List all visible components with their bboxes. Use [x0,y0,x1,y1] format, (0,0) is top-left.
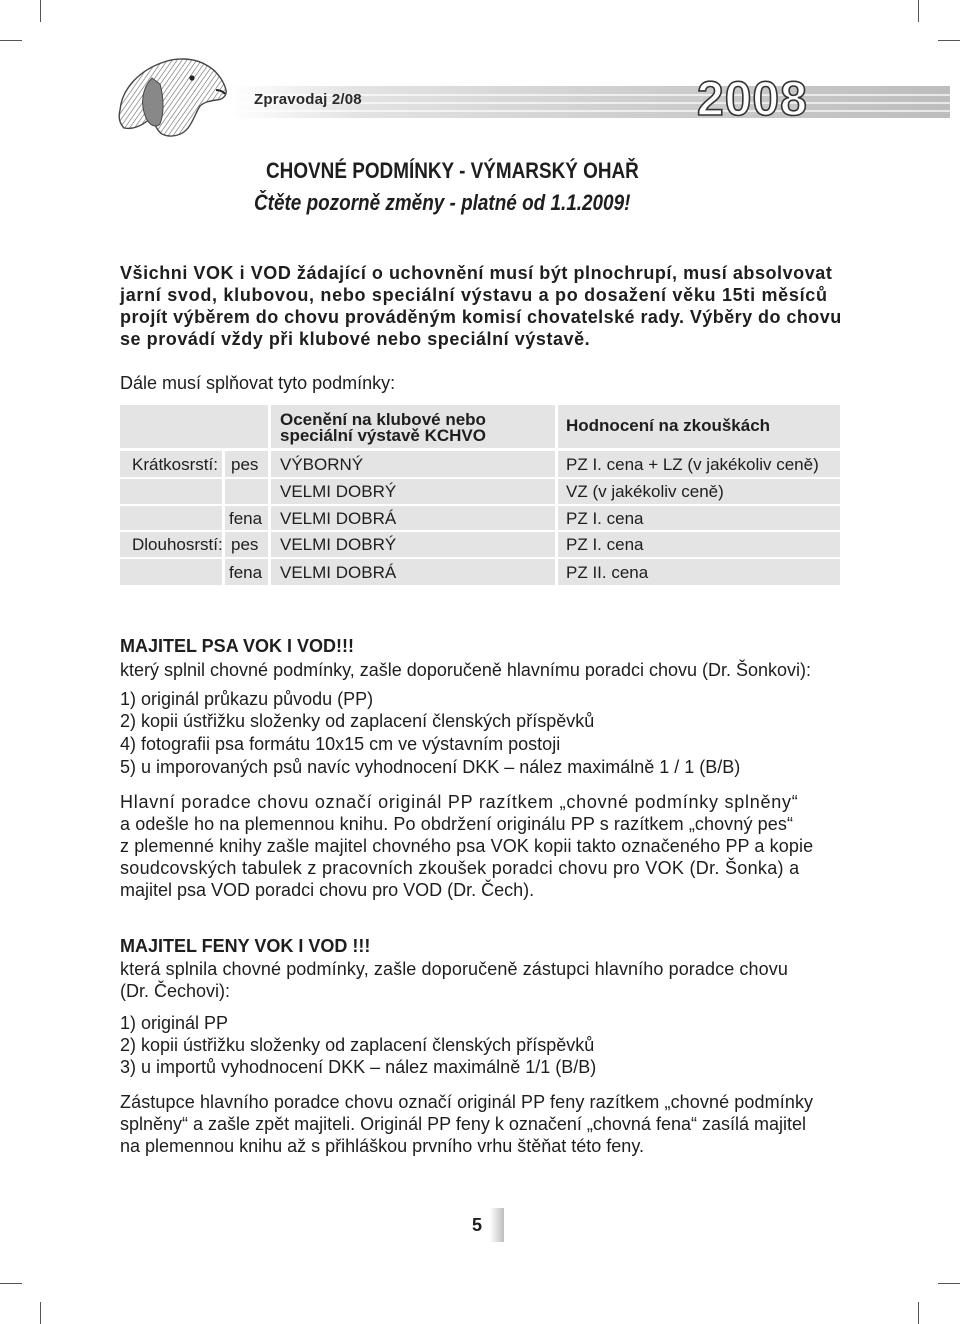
page-number-bar [490,1208,504,1242]
table-header-eval [280,412,486,444]
dog-item: 4) fotografii psa formátu 10x15 cm ve výstavním postoji [120,734,561,754]
table-cell-test: PZ I. cena + LZ (v jakékoliv ceně) [566,455,819,474]
dog-paragraph-line: majitel psa VOD poradci chovu pro VOD (Dr. Čech). [120,880,535,900]
table-cell-eval: VELMI DOBRÁ [280,563,397,582]
table-cell-sex: fena [229,563,263,582]
table-cell-eval: VELMI DOBRÝ [280,535,397,554]
dog-paragraph-line: z plemenné knihy zašle majitel chovného psa VOK kopii takto označeného PP a kopie [120,836,814,856]
table-cell-test: VZ (v jakékoliv ceně) [566,482,724,501]
crop-mark [40,1302,41,1324]
bitch-item: 3) u importů vyhodnocení DKK – nález maximálně 1/1 (B/B) [120,1057,597,1077]
table-cell-eval: VELMI DOBRÝ [280,482,397,501]
intro-line: jarní svod, klubovou, nebo speciální výstavu a po dosažení věku 15ti měsíců [120,285,828,305]
page-number: 5 [472,1215,483,1235]
dog-item: 2) kopii ústřižku složenky od zaplacení členských příspěvků [120,711,595,731]
table-header-eval-line2: speciální výstavě KCHVO [280,426,486,445]
year-label: 2008 [697,73,808,126]
intro-line: projít výběrem do chovu prováděným komisí chovatelské rady. Výběry do chovu [120,307,842,327]
page-subtitle: Čtěte pozorně změny - platné od 1.1.2009! [254,190,631,215]
table-header-test: Hodnocení na zkouškách [566,416,771,435]
bitch-item: 1) originál PP [120,1013,229,1033]
conditions-label: Dále musí splňovat tyto podmínky: [120,373,396,393]
crop-mark [938,1283,960,1284]
dog-section-intro: který splnil chovné podmínky, zašle doporučeně hlavnímu poradci chovu (Dr. Šonkovi): [120,660,812,680]
page-title: CHOVNÉ PODMÍNKY - VÝMARSKÝ OHAŘ [266,158,639,183]
dog-paragraph-line: Hlavní poradce chovu označí originál PP razítkem „chovné podmínky splněny“ [120,792,799,812]
table-cell-test: PZ II. cena [566,563,649,582]
newsletter-title: Zpravodaj 2/08 [254,91,362,108]
dog-paragraph-line: soudcovských tabulek z pracovních zkoušek poradci chovu pro VOK (Dr. Šonka) a [120,858,800,878]
crop-mark [938,40,960,41]
bitch-section-intro: (Dr. Čechovi): [120,981,231,1001]
dog-section-heading: MAJITEL PSA VOK I VOD!!! [120,636,355,656]
table-cell-test: PZ I. cena [566,535,644,554]
intro-line: se provádí vždy při klubové nebo speciální výstavě. [120,329,591,349]
crop-mark [0,1283,22,1284]
table-header-eval-line1: Ocenění na klubové nebo [280,410,486,429]
dog-item: 5) u imporovaných psů navíc vyhodnocení DKK – nález maximálně 1 / 1 (B/B) [120,757,741,777]
dog-paragraph-line: a odešle ho na plemennou knihu. Po obdržení originálu PP s razítkem „chovný pes“ [120,814,794,834]
dog-head-logo-icon [112,48,232,140]
bitch-item: 2) kopii ústřižku složenky od zaplacení členských příspěvků [120,1035,595,1055]
table-cell-sex: pes [231,455,259,474]
table-cell-sex: fena [229,509,263,528]
crop-mark [918,1302,919,1324]
bitch-paragraph-line: splněny“ a zašle zpět majiteli. Originál PP feny k označení „chovná fena“ zasílá majitel [120,1114,807,1134]
table-cell-coat: Krátkosrstí: [132,455,218,474]
intro-line: Všichni VOK i VOD žádající o uchovnění musí být plnochrupí, musí absolvovat [120,263,833,283]
dog-item: 1) originál průkazu původu (PP) [120,689,374,709]
bitch-paragraph-line: na plemennou knihu až s přihláškou prvního vrhu štěňat této feny. [120,1136,644,1156]
table-cell-coat: Dlouhosrstí: [132,535,223,554]
bitch-section-heading: MAJITEL FENY VOK I VOD !!! [120,936,371,956]
table-cell-test: PZ I. cena [566,509,644,528]
table-cell-eval: VELMI DOBRÁ [280,509,397,528]
crop-mark [0,40,22,41]
crop-mark [40,0,41,22]
bitch-paragraph-line: Zástupce hlavního poradce chovu označí originál PP feny razítkem „chovné podmínky [120,1092,814,1112]
table-cell-eval: VÝBORNÝ [280,455,364,474]
table-cell-sex: pes [231,535,259,554]
bitch-section-intro: která splnila chovné podmínky, zašle doporučeně zástupci hlavního poradce chovu [120,959,788,979]
crop-mark [918,0,919,22]
